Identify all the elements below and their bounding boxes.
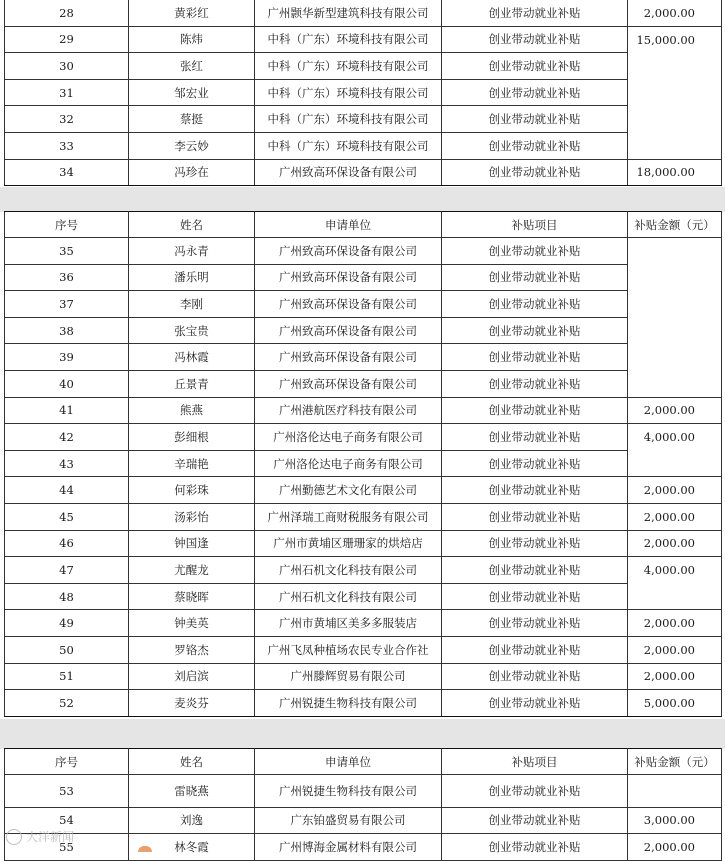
watermark-text: 大洋新闻: [26, 830, 75, 844]
applicant-unit: 广州致高环保设备有限公司: [255, 159, 442, 186]
subsidy-item: 创业带动就业补贴: [442, 370, 628, 397]
table-row: [5, 477, 722, 504]
row-number: 36: [5, 264, 129, 291]
subsidy-amount: 18,000.00: [628, 159, 722, 186]
applicant-name: 辛瑞艳: [129, 450, 255, 477]
subsidy-item: 创业带动就业补贴: [442, 807, 628, 834]
subsidy-item: 创业带动就业补贴: [442, 264, 628, 291]
table-row: [5, 159, 722, 186]
applicant-name: 张宝贵: [129, 317, 255, 344]
row-number: 42: [5, 424, 129, 451]
row-number: 35: [5, 238, 129, 265]
applicant-unit: 广东铂盛贸易有限公司: [255, 807, 442, 834]
row-number: 47: [5, 557, 129, 584]
row-number: 38: [5, 317, 129, 344]
table-row: [5, 557, 722, 584]
table-row: [5, 503, 722, 530]
subsidy-item: 创业带动就业补贴: [442, 690, 628, 717]
applicant-name: 刘逸: [129, 807, 255, 834]
applicant-name: 张红: [129, 53, 255, 80]
subsidy-item: 创业带动就业补贴: [442, 775, 628, 808]
applicant-unit: 广州致高环保设备有限公司: [255, 370, 442, 397]
applicant-unit: 广州市黄埔区美多多服装店: [255, 610, 442, 637]
applicant-name: 邹宏业: [129, 79, 255, 106]
subsidy-item: 创业带动就业补贴: [442, 26, 628, 53]
subsidy-table-page-3: [4, 748, 722, 861]
subsidy-item: 创业带动就业补贴: [442, 834, 628, 861]
row-number: 52: [5, 690, 129, 717]
applicant-name: 彭细根: [129, 424, 255, 451]
row-number: 48: [5, 583, 129, 610]
applicant-name: 黄彩红: [129, 0, 255, 26]
header-serial-number: 序号: [5, 749, 129, 775]
table-row: [5, 370, 722, 397]
row-number: 45: [5, 503, 129, 530]
row-number: 30: [5, 53, 129, 80]
subsidy-item: 创业带动就业补贴: [442, 450, 628, 477]
applicant-unit: 中科（广东）环境科技有限公司: [255, 132, 442, 159]
subsidy-item: 创业带动就业补贴: [442, 636, 628, 663]
header-serial-number: 序号: [5, 212, 129, 238]
applicant-name: 冯珍在: [129, 159, 255, 186]
applicant-name: 钟美英: [129, 610, 255, 637]
applicant-unit: 中科（广东）环境科技有限公司: [255, 79, 442, 106]
subsidy-item: 创业带动就业补贴: [442, 238, 628, 265]
applicant-unit: 广州致高环保设备有限公司: [255, 344, 442, 371]
table-row: [5, 636, 722, 663]
applicant-unit: 广州洛伦达电子商务有限公司: [255, 450, 442, 477]
applicant-name: 李云妙: [129, 132, 255, 159]
subsidy-amount: [628, 775, 722, 808]
row-number: 33: [5, 132, 129, 159]
subsidy-amount: 2,000.00: [628, 834, 722, 861]
row-number: 32: [5, 106, 129, 133]
table-row: [5, 317, 722, 344]
applicant-unit: 广州锐捷生物科技有限公司: [255, 775, 442, 808]
subsidy-amount: 4,000.00: [628, 424, 722, 477]
applicant-unit: 广州洛伦达电子商务有限公司: [255, 424, 442, 451]
table-row: [5, 690, 722, 717]
table-row: [5, 291, 722, 318]
subsidy-amount: [628, 238, 722, 398]
table-row: [5, 264, 722, 291]
applicant-name: 蔡挺: [129, 106, 255, 133]
subsidy-item: 创业带动就业补贴: [442, 79, 628, 106]
watermark: [6, 828, 74, 845]
document-page-1: [4, 0, 721, 186]
row-number: 40: [5, 370, 129, 397]
row-number: 53: [5, 775, 129, 808]
applicant-unit: 广州港航医疗科技有限公司: [255, 397, 442, 424]
applicant-unit: 广州博海金属材料有限公司: [255, 834, 442, 861]
table-row: [5, 26, 722, 53]
table-row: [5, 663, 722, 690]
table-header-row: [5, 749, 722, 775]
subsidy-amount: 2,000.00: [628, 610, 722, 637]
applicant-name: 丘景青: [129, 370, 255, 397]
row-number: 34: [5, 159, 129, 186]
header-subsidy-amount: 补贴金额（元）: [628, 749, 722, 775]
subsidy-amount: 2,000.00: [628, 0, 722, 26]
table-row: [5, 53, 722, 80]
subsidy-amount: 2,000.00: [628, 663, 722, 690]
row-number: 50: [5, 636, 129, 663]
document-page-3: [4, 748, 721, 861]
applicant-unit: 中科（广东）环境科技有限公司: [255, 106, 442, 133]
table-row: [5, 450, 722, 477]
header-applicant-unit: 申请单位: [255, 212, 442, 238]
row-number: 31: [5, 79, 129, 106]
applicant-name: 何彩珠: [129, 477, 255, 504]
row-number: 28: [5, 0, 129, 26]
applicant-unit: 广州致高环保设备有限公司: [255, 317, 442, 344]
table-row: [5, 530, 722, 557]
applicant-name: 蔡晓晖: [129, 583, 255, 610]
applicant-name: 刘启滨: [129, 663, 255, 690]
subsidy-item: 创业带动就业补贴: [442, 397, 628, 424]
decorative-flower-icon: [138, 846, 152, 852]
header-subsidy-amount: 补贴金额（元）: [628, 212, 722, 238]
page-gap: [0, 187, 725, 212]
subsidy-amount: 2,000.00: [628, 397, 722, 424]
applicant-name: 李刚: [129, 291, 255, 318]
subsidy-amount: 4,000.00: [628, 557, 722, 610]
table-row: [5, 834, 722, 861]
table-row: [5, 424, 722, 451]
row-number: 51: [5, 663, 129, 690]
row-number: 55: [5, 834, 129, 861]
subsidy-item: 创业带动就业补贴: [442, 583, 628, 610]
subsidy-amount: 3,000.00: [628, 807, 722, 834]
row-number: 54: [5, 807, 129, 834]
row-number: 46: [5, 530, 129, 557]
subsidy-item: 创业带动就业补贴: [442, 0, 628, 26]
subsidy-item: 创业带动就业补贴: [442, 503, 628, 530]
applicant-name: 潘乐明: [129, 264, 255, 291]
subsidy-item: 创业带动就业补贴: [442, 132, 628, 159]
page-gap: [0, 719, 725, 749]
subsidy-item: 创业带动就业补贴: [442, 610, 628, 637]
applicant-name: 尤醒龙: [129, 557, 255, 584]
row-number: 37: [5, 291, 129, 318]
subsidy-item: 创业带动就业补贴: [442, 557, 628, 584]
header-name: 姓名: [129, 749, 255, 775]
row-number: 44: [5, 477, 129, 504]
applicant-unit: 广州飞凤种植场农民专业合作社: [255, 636, 442, 663]
subsidy-item: 创业带动就业补贴: [442, 159, 628, 186]
applicant-name: 冯永青: [129, 238, 255, 265]
table-row: [5, 775, 722, 808]
subsidy-item: 创业带动就业补贴: [442, 344, 628, 371]
applicant-name: 罗铬杰: [129, 636, 255, 663]
applicant-name: 汤彩怡: [129, 503, 255, 530]
subsidy-amount: 5,000.00: [628, 690, 722, 717]
applicant-unit: 广州致高环保设备有限公司: [255, 238, 442, 265]
applicant-name: 麦炎芬: [129, 690, 255, 717]
table-row: [5, 132, 722, 159]
applicant-unit: 广州泽瑞工商财税服务有限公司: [255, 503, 442, 530]
row-number: 41: [5, 397, 129, 424]
applicant-unit: 中科（广东）环境科技有限公司: [255, 53, 442, 80]
subsidy-table-page-1: [4, 0, 722, 186]
subsidy-amount: 2,000.00: [628, 636, 722, 663]
subsidy-item: 创业带动就业补贴: [442, 291, 628, 318]
subsidy-item: 创业带动就业补贴: [442, 663, 628, 690]
table-row: [5, 397, 722, 424]
subsidy-table-page-2: [4, 211, 722, 717]
table-row: [5, 807, 722, 834]
applicant-unit: 广州滕辉贸易有限公司: [255, 663, 442, 690]
table-row: [5, 238, 722, 265]
applicant-unit: 广州锐捷生物科技有限公司: [255, 690, 442, 717]
row-number: 39: [5, 344, 129, 371]
header-subsidy-item: 补贴项目: [442, 212, 628, 238]
header-applicant-unit: 申请单位: [255, 749, 442, 775]
table-row: [5, 344, 722, 371]
applicant-name: 熊燕: [129, 397, 255, 424]
subsidy-amount: 15,000.00: [628, 26, 722, 159]
applicant-name: 林冬霞: [129, 834, 255, 861]
subsidy-item: 创业带动就业补贴: [442, 317, 628, 344]
applicant-unit: 广州致高环保设备有限公司: [255, 264, 442, 291]
applicant-unit: 中科（广东）环境科技有限公司: [255, 26, 442, 53]
header-subsidy-item: 补贴项目: [442, 749, 628, 775]
header-name: 姓名: [129, 212, 255, 238]
document-page-2: [4, 211, 721, 717]
subsidy-item: 创业带动就业补贴: [442, 53, 628, 80]
applicant-unit: 广州石机文化科技有限公司: [255, 557, 442, 584]
row-number: 49: [5, 610, 129, 637]
applicant-unit: 广州颢华新型建筑科技有限公司: [255, 0, 442, 26]
subsidy-amount: 2,000.00: [628, 503, 722, 530]
subsidy-item: 创业带动就业补贴: [442, 424, 628, 451]
row-number: 29: [5, 26, 129, 53]
applicant-unit: 广州致高环保设备有限公司: [255, 291, 442, 318]
table-row: [5, 106, 722, 133]
table-row: [5, 610, 722, 637]
applicant-unit: 广州市黄埔区珊珊家的烘焙店: [255, 530, 442, 557]
table-row: [5, 0, 722, 26]
applicant-unit: 广州石机文化科技有限公司: [255, 583, 442, 610]
subsidy-amount: 2,000.00: [628, 477, 722, 504]
applicant-name: 冯林霞: [129, 344, 255, 371]
applicant-name: 钟国逢: [129, 530, 255, 557]
subsidy-item: 创业带动就业补贴: [442, 477, 628, 504]
applicant-name: 陈炜: [129, 26, 255, 53]
table-row: [5, 79, 722, 106]
subsidy-amount: 2,000.00: [628, 530, 722, 557]
applicant-unit: 广州勤德艺术文化有限公司: [255, 477, 442, 504]
watermark-logo-icon: [6, 829, 22, 845]
applicant-name: 雷晓燕: [129, 775, 255, 808]
table-row: [5, 583, 722, 610]
table-header-row: [5, 212, 722, 238]
row-number: 43: [5, 450, 129, 477]
subsidy-item: 创业带动就业补贴: [442, 106, 628, 133]
subsidy-item: 创业带动就业补贴: [442, 530, 628, 557]
